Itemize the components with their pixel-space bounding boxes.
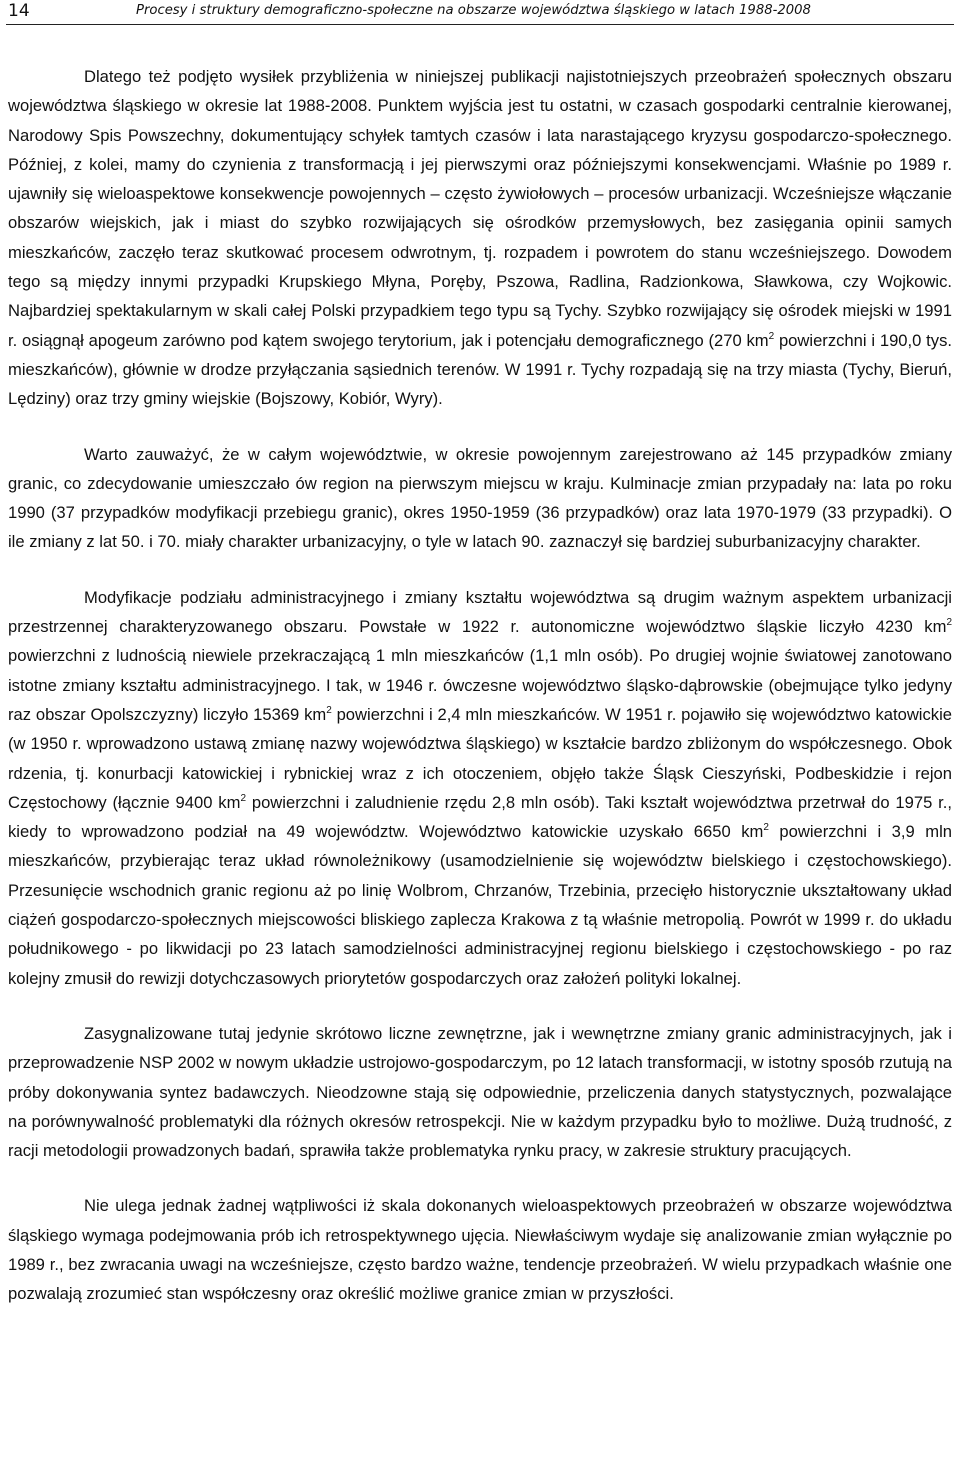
superscript: 2 [326,704,332,716]
paragraph-text: powierzchni i zaludnienie rzędu 2,8 mln osób). Taki kształt województwa przetrwał do 1975 r., kiedy to wprowadzono podział na 49 województw. Województwo katowickie uzyskało 6650 km [8,792,952,842]
paragraph-text: Warto zauważyć, że w całym województwie, w okresie powojennym zarejestrowano aż 145 przypadków zmiany granic, co zdecydowanie umieszczało ów region na pierwszym miejscu w kraju. Kulminacje zmian przypadały na: lata po roku 1990 (37 przypadków modyfikacji przebiegu granic), okres 1950-1959 (36 przypadków) oraz lata 1970-1979 (33 przypadki). O ile zmiany z lat 50. i 70. miały charakter urbanizacyjny, o tyle w latach 90. zaznaczył się bardziej suburbanizacyjny charakter. [8,444,952,552]
paragraph-text: powierzchni z ludnością niewiele przekraczającą 1 mln mieszkańców (1,1 mln osób). Po drugiej wojnie światowej zanotowano istotne zmiany kształtu administracyjnego. I tak, w 1946 r. ówczesne województwo śląsko-dąbrowskie (obejmujące tylko jedyny raz obszar Opolszczyzny) liczyło 15369 km [8,646,952,724]
paragraph-text: powierzchni i 2,4 mln mieszkańców. W 1951 r. pojawiło się województwo katowickie (w 1950 r. wprowadzono ustawą zmianę nazwy województwa śląskiego) w kształcie bardzo zbliżonym do współczesnego. Obok rdzenia, tj. konurbacji katowickiej i rybnickiej wraz z ich otoczeniem, objęło także Śląsk Cieszyński, Podbeskidzie i rejon Częstochowy (łącznie 9400 km [8,704,952,812]
paragraph-text: powierzchni i 3,9 mln mieszkańców, przybierając teraz układ równoleżnikowy (usamodzielnienie się województw bielskiego i częstochowskiego). Przesunięcie wschodnich granic regionu aż po linię Wolbrom, Chrzanów, Trzebinia, przecięło historycznie ukształtowany układ ciążeń gospodarczo-społecznych miejscowości bliskiego zaplecza Krakowa z tą właśnie metropolią. Powrót w 1999 r. do układu południkowego - po likwidacji po 23 latach samodzielności administracyjnej regionu bielskiego i częstochowskiego - po raz kolejny zmusił do rewizji dotychczasowych priorytetów gospodarczych oraz założeń polityki lokalnej. [8,822,952,988]
superscript: 2 [768,330,775,342]
paragraph-4 [8,1019,952,1165]
paragraph-2 [8,440,952,557]
running-title: Procesy i struktury demograficzno-społeczne na obszarze województwa śląskiego w latach 1988-2008 [136,3,811,18]
paragraph-text: Dlatego też podjęto wysiłek przybliżenia w niniejszej publikacji najistotniejszych przeobrażeń społecznych obszaru województwa śląskiego w okresie lat 1988-2008. Punktem wyjścia jest tu ostatni, w czasach gospodarki centralnie kierowanej, Narodowy Spis Powszechny, dokumentujący schyłek tamtych czasów i lata narastającego kryzysu gospodarczo-społecznego. Później, z kolei, mamy do czynienia z transformacją i jej pierwszymi oraz późniejszymi konsekwencjami. Właśnie po 1989 r. ujawniły się wieloaspektowe konsekwencje powojennych – często żywiołowych – procesów urbanizacji. Wcześniejsze włączanie obszarów wiejskich, jak i miast do szybko rozwijających się ośrodków przemysłowych, bez zasięgania opinii samych mieszkańców, zaczęło teraz skutkować procesem odwrotnym, tj. rozpadem i powrotem do stanu wcześniejszego. Dowodem tego są między innymi przypadki Krupskiego Młyna, Poręby, Pszowa, Radlina, Radzionkowa, Sławkowa, czy Wojkowic. Najbardziej spektakularnym w skali całej Polski przypadkiem tego typu są Tychy. Szybko rozwijający się ośrodek miejski w 1991 r. osiągnął apogeum zarówno pod kątem swojego terytorium, jak i potencjału demograficznego (270 km [8,67,952,350]
superscript: 2 [240,792,246,804]
paragraph-1 [8,62,952,414]
paragraph-text: Zasygnalizowane tutaj jedynie skrótowo liczne zewnętrzne, jak i wewnętrzne zmiany granic administracyjnych, jak i przeprowadzenie NSP 2002 w nowym układzie ustrojowo-gospodarczym, po 12 latach transformacji, w istotny sposób rzutują na próby dokonywania syntez badawczych. Nieodzowne stają się odpowiednie, przeliczenia danych statystycznych, pozwalające na porównywalność problematyki dla różnych okresów retrospekcji. Nie w każdym przypadku było to możliwe. Dużą trudność, z racji metodologii prowadzonych badań, sprawiła także problematyka rynku pracy, w zakresie struktury pracujących. [8,1023,952,1161]
paragraph-text: powierzchni i 190,0 tys. mieszkańców), głównie w drodze przyłączania sąsiednich terenów. W 1991 r. Tychy rozpadają się na trzy miasta (Tychy, Bieruń, Lędziny) oraz trzy gminy wiejskie (Bojszowy, Kobiór, Wyry). [8,330,952,409]
paragraph-5 [8,1191,952,1308]
paragraph-3 [8,583,952,993]
page-header [6,0,954,25]
superscript: 2 [763,822,769,834]
paragraph-text: Modyfikacje podziału administracyjnego i zmiany kształtu województwa są drugim ważnym aspektem urbanizacji przestrzennej charakteryzowanego obszaru. Powstałe w 1922 r. autonomiczne województwo śląskie liczyło 4230 km [8,587,952,637]
page-number: 14 [8,1,30,21]
body-text [8,62,952,1309]
superscript: 2 [946,617,952,629]
paragraph-text: Nie ulega jednak żadnej wątpliwości iż skala dokonanych wieloaspektowych przeobrażeń w obszarze województwa śląskiego wymaga podejmowania prób ich retrospektywnego ujęcia. Niewłaściwym wydaje się analizowanie zmian wyłącznie po 1989 r., bez zwracania uwagi na wcześniejsze, często bardzo ważne, tendencje przeobrażeń. W wielu przypadkach właśnie one pozwalają zrozumieć stan współczesny oraz określić możliwe granice zmian w przyszłości. [8,1196,952,1304]
